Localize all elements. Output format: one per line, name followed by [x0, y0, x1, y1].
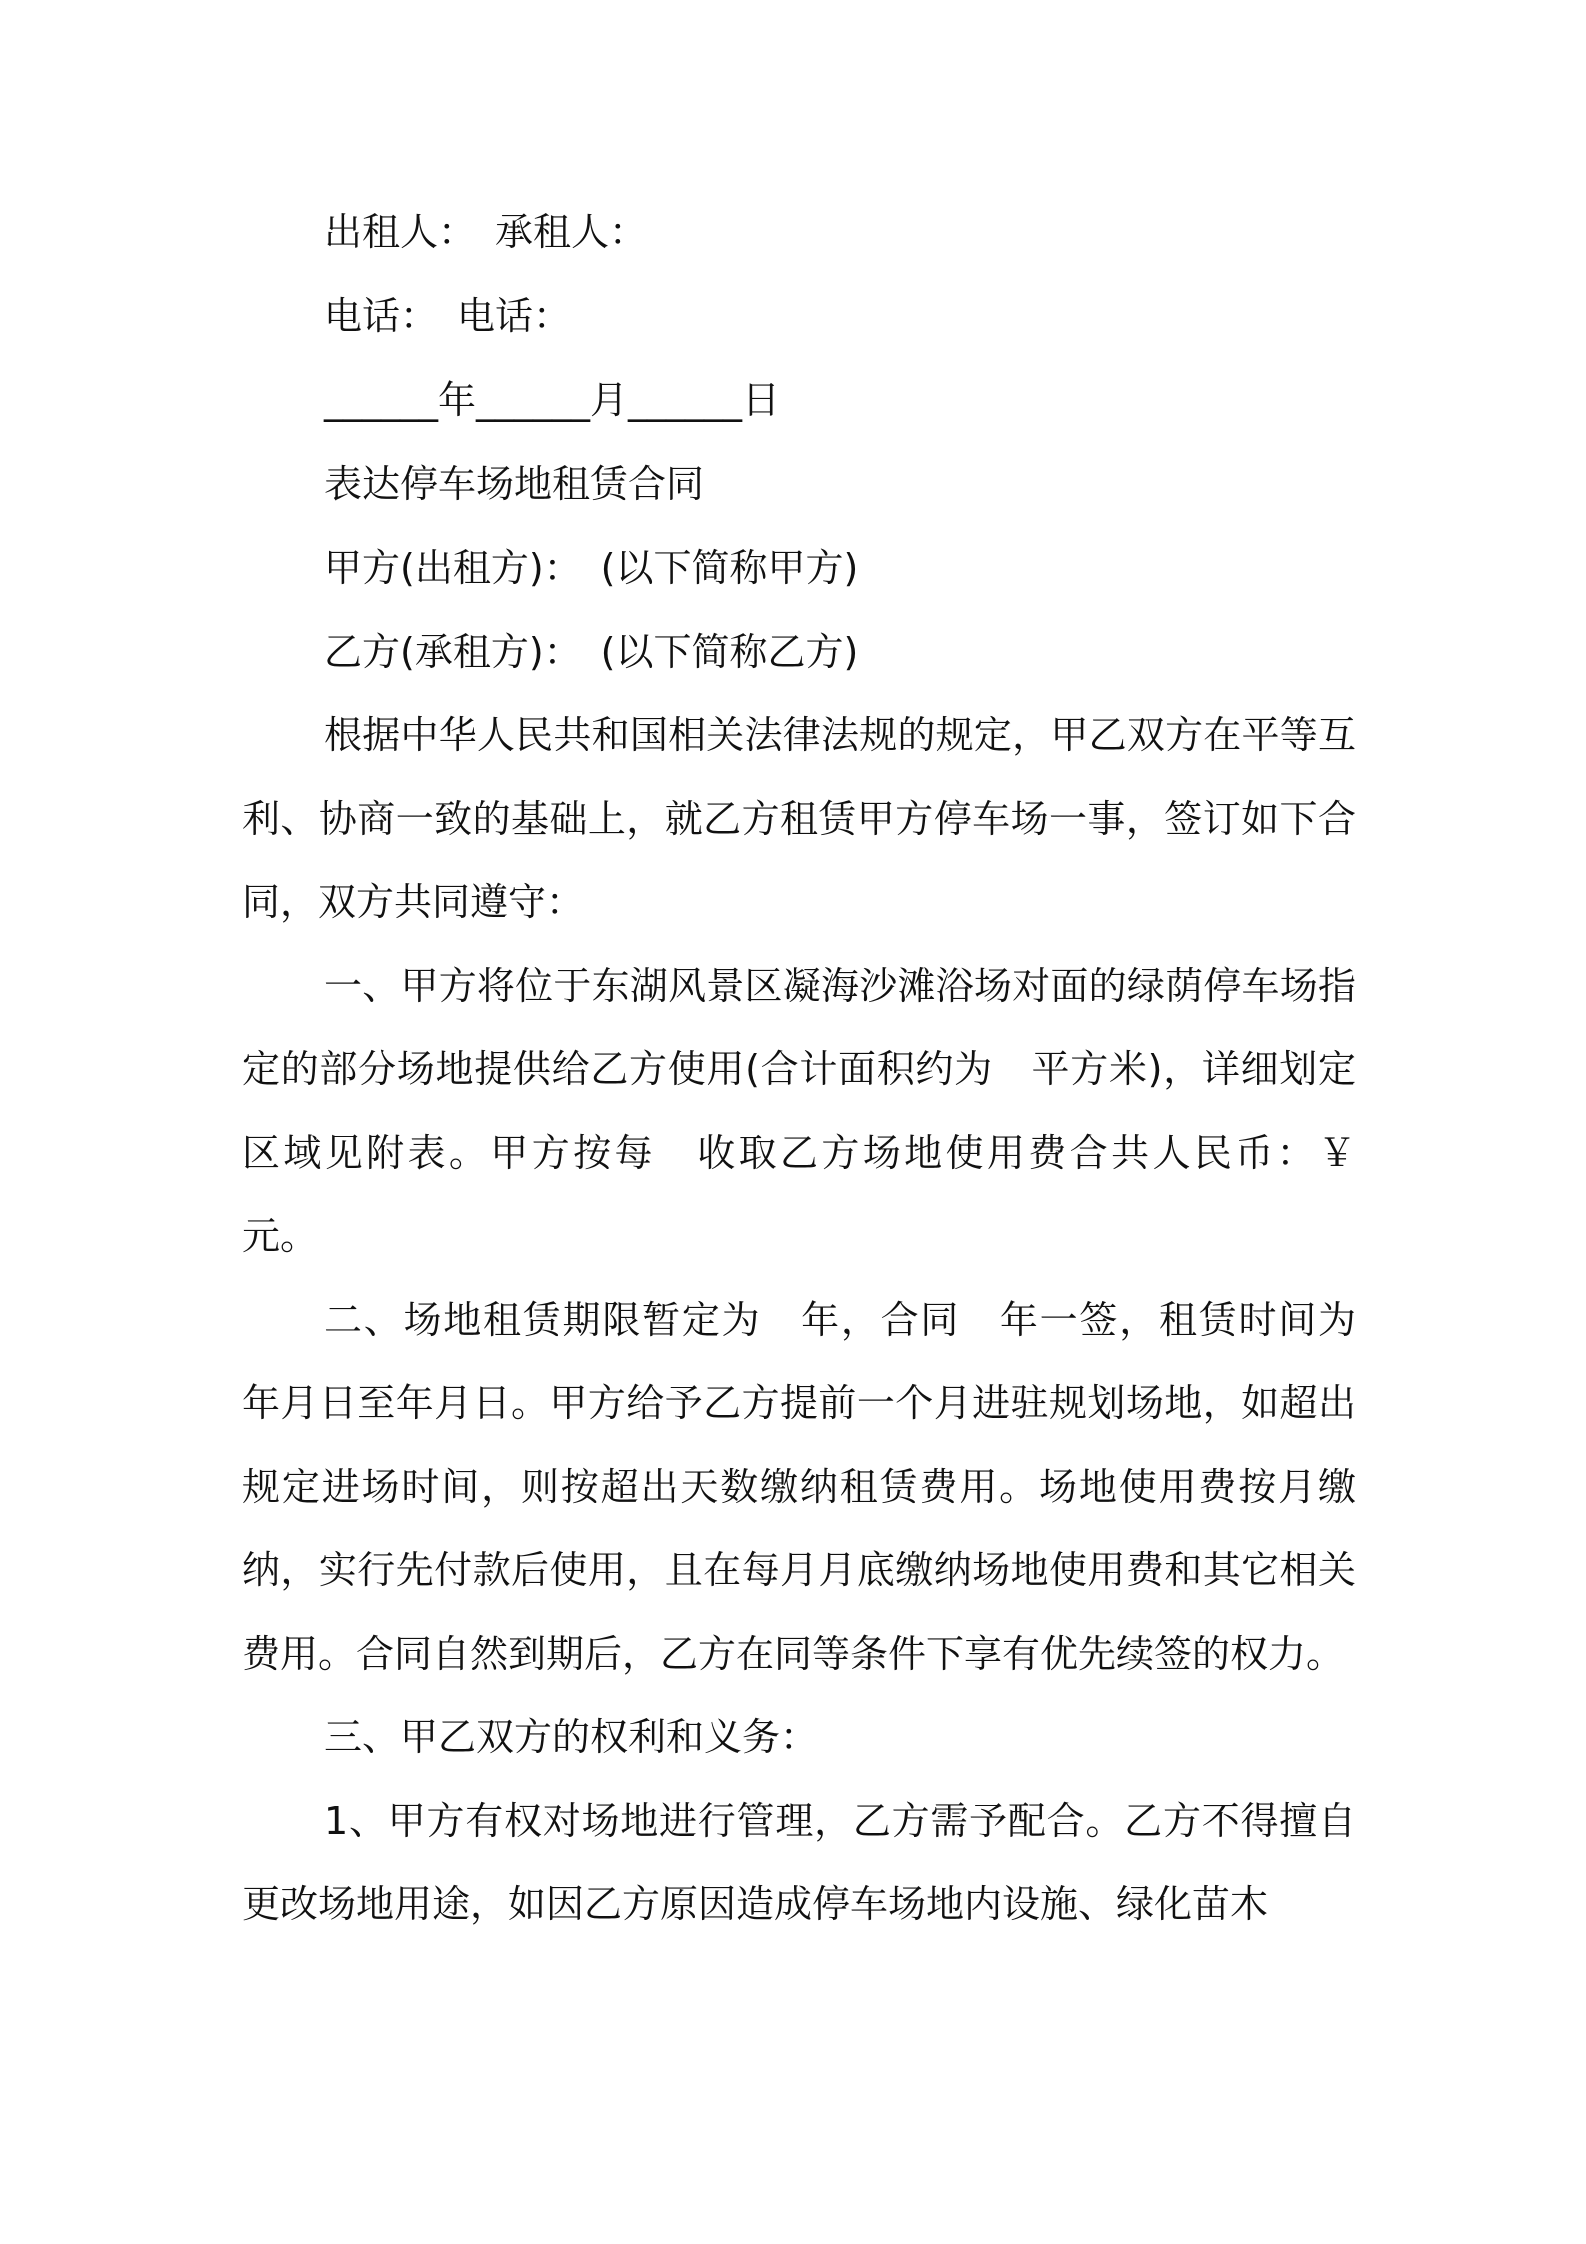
clause-3-1-paragraph: 1、甲方有权对场地进行管理，乙方需予配合。乙方不得擅自更改场地用途，如因乙方原因造成停车场地内设施、绿化苗木	[242, 1798, 1356, 1926]
clause-2-paragraph: 二、场地租赁期限暂定为 年，合同 年一签，租赁时间为 年月日至年月日。甲方给予乙方提前一个月进驻规划场地，如超出规定进场时间，则按超出天数缴纳租赁费用。场地使用费按月缴纳，实行先付款后使用，且在每月月底缴纳场地使用费和其它相关费用。合同自然到期后，乙方在同等条件下享有优先续签的权力。	[242, 1297, 1395, 1676]
lessor-lessee-line: 出租人： 承租人：	[324, 210, 648, 254]
party-b-line: 乙方(承租方)： (以下简称乙方)	[324, 630, 859, 674]
clause-1-paragraph: 一、甲方将位于东湖风景区凝海沙滩浴场对面的绿荫停车场指定的部分场地提供给乙方使用(合计面积约为 平方米)，详细划定区域见附表。甲方按每 收取乙方场地使用费合共人民币：￥ 元。	[242, 963, 1395, 1258]
clause-3-heading: 三、甲乙双方的权利和义务：	[324, 1715, 819, 1759]
phone-line: 电话： 电话：	[324, 294, 572, 338]
party-a-line: 甲方(出租方)： (以下简称甲方)	[324, 546, 859, 590]
document-body	[242, 190, 1395, 1947]
date-line: ______年______月______日	[324, 378, 781, 422]
intro-paragraph: 根据中华人民共和国相关法律法规的规定，甲乙双方在平等互利、协商一致的基础上，就乙方租赁甲方停车场一事，签订如下合同，双方共同遵守：	[242, 713, 1356, 924]
contract-title: 表达停车场地租赁合同	[324, 462, 705, 506]
